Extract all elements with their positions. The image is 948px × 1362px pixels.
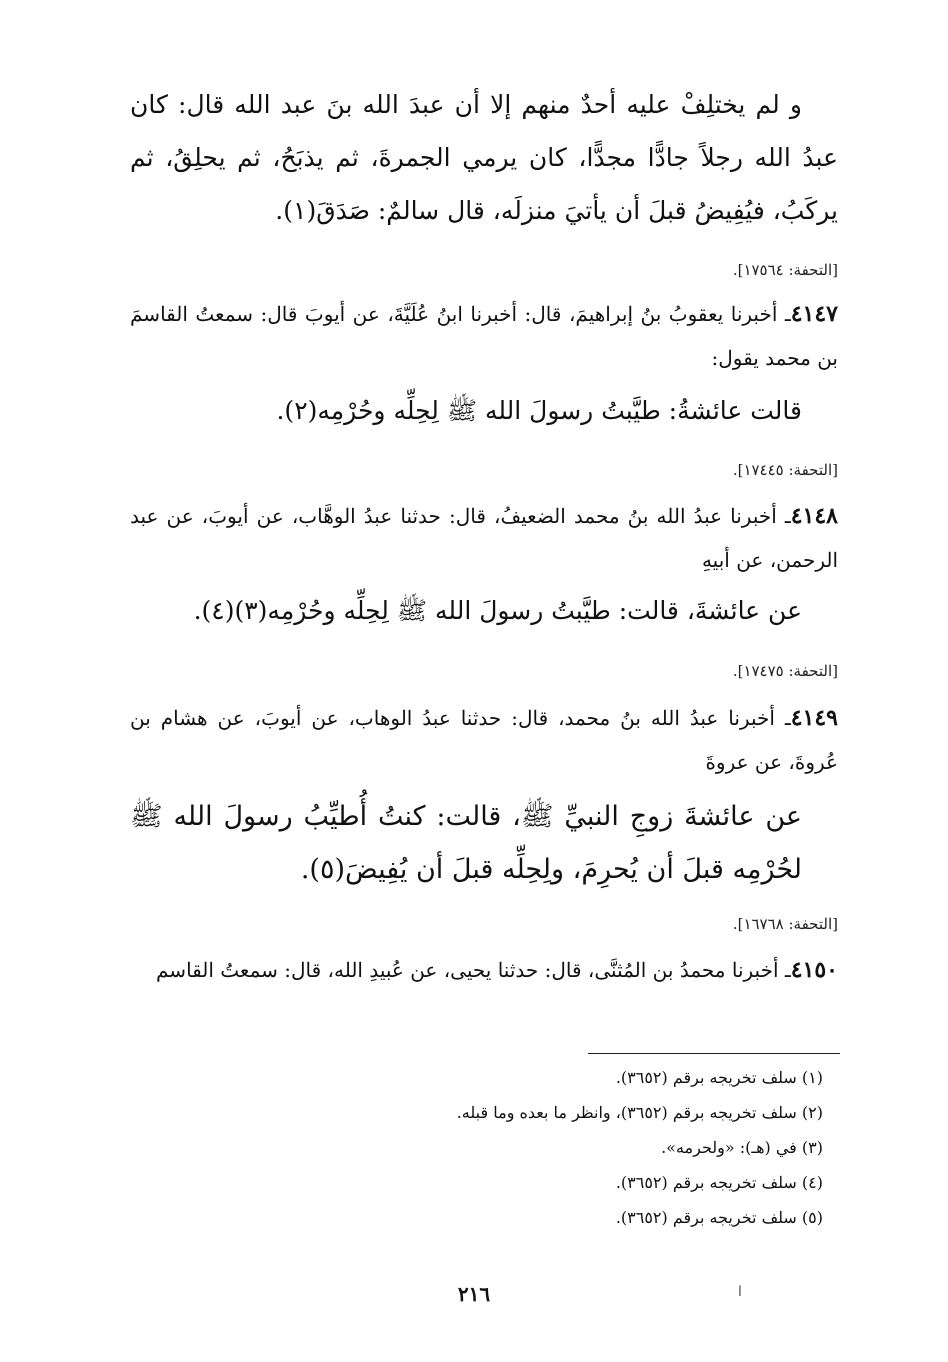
continuation-paragraph (130, 78, 838, 237)
hadith-4149-isnad (130, 696, 838, 784)
tuhfa-reference: [التحفة: ١٧٤٧٥]. (732, 662, 838, 680)
hadith-number: ٤١٤٩ (790, 705, 838, 731)
footnote: (٤) سلف تخريجه برقم (٣٦٥٢). (615, 1173, 823, 1192)
footnote: (٢) سلف تخريجه برقم (٣٦٥٢)، وانظر ما بعده وما قبله. (456, 1103, 823, 1122)
paragraph-text: و لم يختلِفْ عليه أحدٌ منهم إلا أن عبدَ الله بنَ عبد الله قال: كان عبدُ الله رجلاً جادًّا مجدًّا، كان يرمي الجمرةَ، ثم يذبَحُ، ثم يحلِقُ، ثم يركَبُ، فيُفِيضُ قبلَ أن يأتيَ منزلَه، قال سالمٌ: صَدَقَ(١). (130, 90, 838, 225)
footnote: (١) سلف تخريجه برقم (٣٦٥٢). (615, 1068, 823, 1087)
page-number: ٢١٦ (457, 1282, 491, 1306)
footnote-separator (588, 1053, 840, 1054)
footnote: (٥) سلف تخريجه برقم (٣٦٥٢). (615, 1208, 823, 1227)
hadith-number: ٤١٤٧ (790, 301, 838, 327)
margin-mark: ا (738, 1284, 742, 1300)
hadith-4149-matn: عن عائشةَ زوجِ النبيِّ ﷺ، قالت: كنتُ أُطيِّبُ رسولَ الله ﷺ لحُرْمِه قبلَ أن يُحرِمَ، ولِحِلِّه قبلَ أن يُفِيضَ(٥). (130, 801, 802, 885)
tuhfa-reference: [التحفة: ١٧٤٤٥]. (732, 461, 838, 479)
tuhfa-reference: [التحفة: ١٦٧٦٨]. (732, 915, 838, 933)
hadith-4147-matn: قالت عائشةُ: طيَّبتُ رسولَ الله ﷺ لِحِلِّه وحُرْمِه(٢). (276, 396, 802, 425)
isnad-text: ـ أخبرنا يعقوبُ بنُ إبراهيمَ، قال: أخبرنا ابنُ عُلَيَّةَ، عن أيوبَ قال: سمعتُ القاسمَ بن محمد يقول: (130, 302, 838, 370)
hadith-number: ٤١٥٠ (790, 957, 838, 983)
hadith-4148-matn: عن عائشةَ، قالت: طيَّبتُ رسولَ الله ﷺ لِحِلِّه وحُرْمِه(٣)(٤). (193, 596, 802, 625)
isnad-text: ـ أخبرنا محمدُ بن المُثنَّى، قال: حدثنا يحيى، عن عُبيدِ الله، قال: سمعتُ القاسم (156, 958, 791, 982)
isnad-text: ـ أخبرنا عبدُ الله بنُ محمد، قال: حدثنا عبدُ الوهاب، عن أيوبَ، عن هشام بن عُروةَ، عن عروةَ (130, 706, 838, 774)
footnotes (300, 1066, 823, 1241)
hadith-4147-isnad (130, 292, 838, 380)
hadith-4148-isnad (130, 494, 838, 582)
hadith-number: ٤١٤٨ (790, 503, 838, 529)
isnad-text: ـ أخبرنا عبدُ الله بنُ محمد الضعيفُ، قال: حدثنا عبدُ الوهَّاب، عن أيوبَ، عن عبد الرحمن، عن أبيهِ (130, 504, 838, 572)
hadith-4150-isnad (130, 948, 838, 992)
footnote: (٣) في (هـ): «ولحرمه». (661, 1138, 823, 1157)
tuhfa-reference: [التحفة: ١٧٥٦٤]. (732, 261, 838, 279)
